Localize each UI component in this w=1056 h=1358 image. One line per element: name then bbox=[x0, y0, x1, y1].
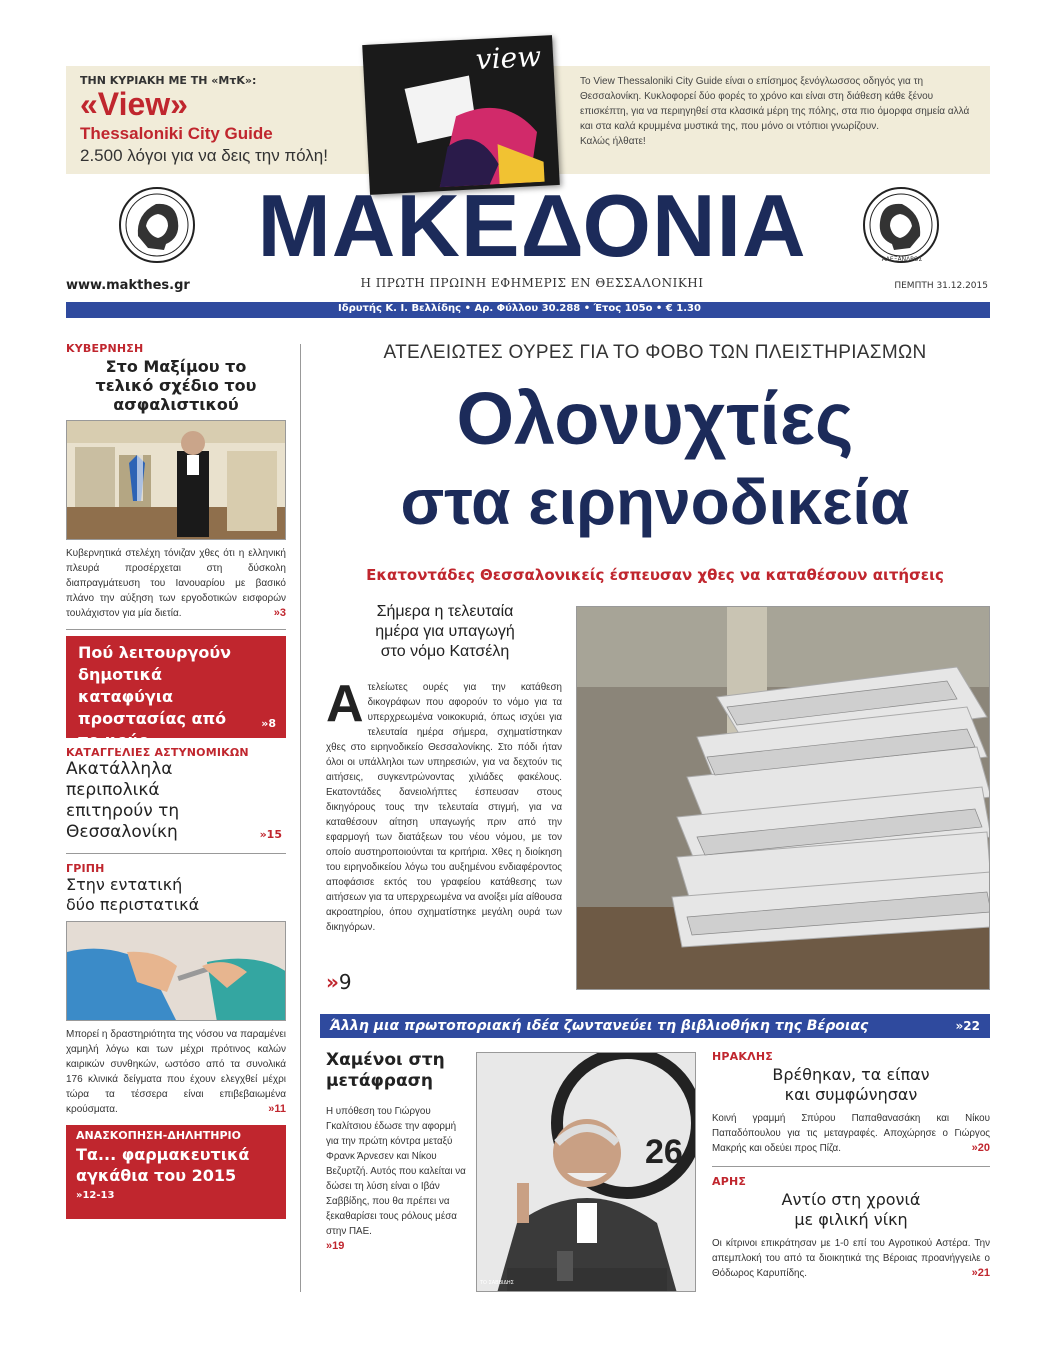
section-label: ΓΡΙΠΗ bbox=[66, 862, 105, 875]
promo-strip[interactable] bbox=[320, 1014, 990, 1038]
website-link[interactable]: www.makthes.gr bbox=[66, 278, 190, 293]
drop-cap: Α bbox=[326, 675, 364, 733]
section-label: ΚΥΒΕΡΝΗΣΗ bbox=[66, 342, 144, 355]
sidebar-headline[interactable]: Στην εντατική δύο περιστατικά bbox=[66, 875, 200, 914]
story2-headline[interactable]: Χαμένοι στη μετάφραση bbox=[326, 1050, 445, 1091]
lead-deck-line3: στο νόμο Κατσέλη bbox=[380, 643, 510, 660]
promo-text-body: Το View Thessaloniki City Guide είναι ο επίσημος ξενόγλωσσος οδηγός για τη Θεσσαλονίκη. Κυκλοφορεί δύο φορές το χρόνο και είναι στη διάθεση κάθε ξένου επισκέπτη, για να περιηγηθεί στα κλασικά μέρη της πόλης, στα πιο όμορφα σημεία αλλά και στα καλά κρυμμένα μυστικά της, που μόνο οι ντόπιοι γνωρίζουν. bbox=[580, 76, 970, 132]
promo-strip-text: Άλλη μια πρωτοποριακή ιδέα ζωντανεύει τη βιβλιοθήκη της Βέροιας bbox=[330, 1018, 869, 1034]
promo-greeting: Καλώς ήλθατε! bbox=[580, 136, 646, 147]
promo-kicker: ΤΗΝ ΚΥΡΙΑΚΗ ΜΕ ΤΗ «ΜτΚ»: bbox=[80, 74, 257, 87]
sidebar bbox=[66, 330, 286, 1219]
promo-text bbox=[580, 74, 978, 149]
story4-headline[interactable] bbox=[712, 1190, 990, 1230]
lead-page-ref[interactable] bbox=[326, 970, 352, 994]
lead-headline-line2: στα ειρηνοδικεία bbox=[400, 466, 910, 538]
lead-page-number: 9 bbox=[338, 970, 352, 994]
shelters-box[interactable] bbox=[66, 636, 286, 750]
column-rule bbox=[300, 344, 301, 1292]
svg-text:26: 26 bbox=[645, 1133, 683, 1171]
story4-headline-line1: Αντίο στη χρονιά bbox=[781, 1190, 921, 1209]
savvidis-photo bbox=[476, 1052, 696, 1292]
sidebar-body bbox=[66, 1027, 286, 1117]
page-ref[interactable]: »3 bbox=[273, 607, 286, 619]
documents-photo bbox=[576, 606, 990, 990]
magazine-cover[interactable] bbox=[362, 35, 560, 195]
promo-subtitle: Thessaloniki City Guide bbox=[80, 124, 273, 143]
sidebar-headline[interactable]: Στο Μαξίμου το τελικό σχέδιο του ασφαλιστικού bbox=[95, 357, 257, 414]
photo-credit: ΤΟ ΣΑΒΒΙΔΗΣ bbox=[480, 1280, 514, 1286]
page-ref[interactable]: »20 bbox=[971, 1142, 990, 1154]
info-bar bbox=[66, 302, 990, 318]
story3-body-text: Κοινή γραμμή Σπύρου Παπαθανασάκη και Νίκου Παπαδόπουλου για τις μεταγραφές. Αποχώρησε ο Γιώργος Μακρής και οδεύει προς Πίζα. bbox=[712, 1113, 990, 1154]
lead-body-text: τελείωτες ουρές για την κατάθεση δικογράφων που αφορούν το νόμο για τα υπερχρεωμένα νοικοκυριά, όπως ισχύει για τελευταία ημέρα σήμερα, σχηματίστηκαν χθες στο ειρηνοδικείο Θεσσαλονίκης. Στο πόδι ήταν όλοι οι υπάλληλοι των υπηρεσιών, για να δεχτούν τις αιτήσεις, συγκεντρώνοντας χιλιάδες φακέλους. Εκατοντάδες δανειολήπτες έσπευσαν στους δικηγόρους τους την τελευταία στιγμή, για να καταθέσουν αίτηση υπαγωγής πριν από την εφαρμογή των διατάξεων του νέου νόμου, με τον οποίο αυστηροποιούνται τα κριτήρια. Χθες η διοίκηση του ειρηνοδικείου λόγω του αυξημένου ενδιαφέροντος αποφάσισε εκτός του γραφείου κατάθεσης των αιτήσεων για τα υπερχρεωμένα να ανοίξει μία αίθουσα ακροατηρίου, όπου σχηματίστηκε μεγάλη ουρά των δικηγόρων. bbox=[326, 682, 562, 933]
lead-deck-line1: Σήμερα η τελευταία bbox=[376, 603, 514, 620]
page-ref[interactable]: »19 bbox=[326, 1240, 345, 1252]
arrow-icon: » bbox=[326, 970, 339, 994]
review-section: ΑΝΑΣΚΟΠΗΣΗ-ΔΗΛΗΤΗΡΙΟ bbox=[76, 1129, 241, 1142]
lead-headline[interactable] bbox=[320, 376, 990, 542]
promo-tagline: 2.500 λόγοι για να δεις την πόλη! bbox=[80, 146, 328, 165]
emblem-right bbox=[862, 186, 940, 264]
lead-deck-line2: ημέρα για υπαγωγή bbox=[375, 623, 515, 640]
story4-body bbox=[712, 1236, 990, 1281]
lead-subhead: Εκατοντάδες Θεσσαλονικείς έσπευσαν χθες να καταθέσουν αιτήσεις bbox=[366, 566, 944, 584]
shelters-headline: Πού λειτουργούν δημοτικά καταφύγια προστασίας από το κρύο bbox=[78, 643, 232, 750]
office-photo bbox=[66, 420, 286, 540]
lead-headline-line1: Ολονυχτίες bbox=[456, 377, 854, 460]
story4-headline-line2: με φιλική νίκη bbox=[794, 1210, 908, 1229]
story3-headline-line1: Βρέθηκαν, τα είπαν bbox=[772, 1065, 930, 1084]
story4-body-text: Οι κίτρινοι επικράτησαν με 1-0 επί του Αγροτικού Αστέρα. Την απεμπλοκή του από τα διοικητικά της Βέροιας προανήγγειλε ο Θόδωρος Καρυπίδης. bbox=[712, 1238, 990, 1279]
info-bar-text: Ιδρυτής Κ. Ι. Βελλίδης • Αρ. Φύλλου 30.288 • Έτος 105ο • € 1.30 bbox=[338, 303, 701, 314]
emblem-caption: ΑΛΕΞΑΝΔΡΟΣ bbox=[881, 256, 923, 263]
page-ref[interactable]: »11 bbox=[268, 1103, 286, 1115]
emblem-left bbox=[118, 186, 196, 264]
review-headline: Τα... φαρμακευτικά αγκάθια του 2015 bbox=[76, 1145, 250, 1185]
magazine-title: view bbox=[474, 39, 542, 77]
page-ref[interactable]: »12-13 bbox=[76, 1190, 115, 1201]
section-label: ΑΡΗΣ bbox=[712, 1175, 747, 1188]
magazine-art bbox=[374, 72, 550, 191]
lead-deck bbox=[320, 602, 570, 662]
page-ref[interactable]: »21 bbox=[971, 1267, 990, 1279]
masthead-title[interactable]: ΜΑΚΕΔΟΝΙΑ bbox=[257, 176, 807, 275]
review-box[interactable] bbox=[66, 1125, 286, 1219]
promo-title: «View» bbox=[80, 86, 188, 122]
story2-body bbox=[326, 1104, 468, 1254]
page-ref[interactable]: »15 bbox=[259, 828, 282, 841]
sidebar-body-text: Κυβερνητικά στελέχη τόνιζαν χθες ότι η ελληνική πλευρά προσέρχεται στη δύσκολη διαπραγμάτευση του Ιανουαρίου με βασικό πλάνο την αύξηση των εργοδοτικών εισφορών τουλάχιστον για μία διετία. bbox=[66, 548, 286, 619]
masthead-subtitle: Η ΠΡΩΤΗ ΠΡΩΙΝΗ ΕΦΗΜΕΡΙΣ ΕΝ ΘΕΣΣΑΛΟΝΙΚΗΙ bbox=[360, 276, 704, 290]
story3-headline-line2: και συμφώνησαν bbox=[784, 1085, 918, 1104]
story3-headline[interactable] bbox=[712, 1065, 990, 1105]
section-label: ΚΑΤΑΓΓΕΛΙΕΣ ΑΣΤΥΝΟΜΙΚΩΝ bbox=[66, 746, 249, 759]
page-ref[interactable]: »8 bbox=[261, 717, 276, 730]
sidebar-body-text: Μπορεί η δραστηριότητα της νόσου να παραμένει χαμηλή λόγω και των μέχρι πρότινος καλών καιρικών συνθηκών, ωστόσο από τα συνολικά 176 κλινικά δείγματα που έχουν ελεγχθεί μέχρι τώρα τα τέσσερα είναι επιβεβαιωμένα κρούσματα. bbox=[66, 1029, 286, 1115]
section-label: ΗΡΑΚΛΗΣ bbox=[712, 1050, 773, 1063]
story2-body-text: Η υπόθεση του Γιώργου Γκαλίτσιου έδωσε την αφορμή για την πρώτη κόντρα μεταξύ Φρανκ Άρνεσεν και Νίκου Βεζυρτζή. Αυτός που καλείται να δώσει τη λύση είναι ο Ιβάν Σαββίδης, που θα πρέπει να ξεκαθαρίσει τους ρόλους μέσα στην ΠΑΕ. bbox=[326, 1106, 466, 1237]
vaccine-photo bbox=[66, 921, 286, 1021]
issue-date: ΠΕΜΠΤΗ 31.12.2015 bbox=[894, 281, 988, 291]
story3-body bbox=[712, 1111, 990, 1156]
lead-body bbox=[326, 675, 562, 935]
sidebar-body bbox=[66, 546, 286, 621]
sidebar-headline[interactable]: Ακατάλληλα περιπολικά επιτηρούν τη Θεσσαλονίκη bbox=[66, 759, 180, 842]
page-ref[interactable]: »22 bbox=[955, 1019, 980, 1033]
story3 bbox=[712, 1050, 990, 1281]
lead-overline: ΑΤΕΛΕΙΩΤΕΣ ΟΥΡΕΣ ΓΙΑ ΤΟ ΦΟΒΟ ΤΩΝ ΠΛΕΙΣΤΗΡΙΑΣΜΩΝ bbox=[383, 342, 927, 363]
